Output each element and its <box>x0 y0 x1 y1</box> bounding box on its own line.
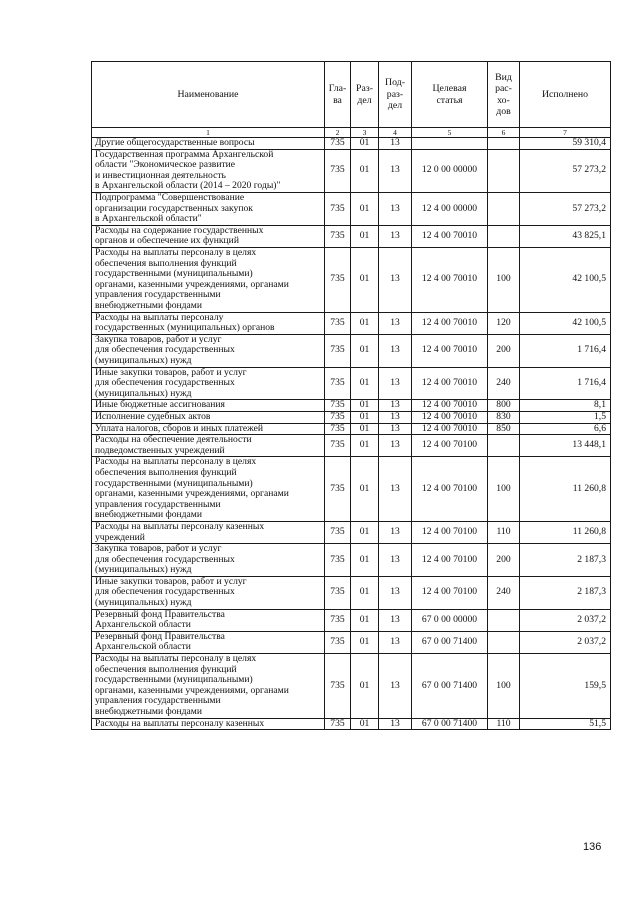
row-podrazdel: 13 <box>379 457 412 522</box>
header-target-line: статья <box>436 94 463 106</box>
row-name-line: подведомственных учреждений <box>95 444 225 456</box>
row-name-line: Расходы на содержание государственных <box>95 224 264 236</box>
row-razdel: 01 <box>351 192 379 225</box>
row-name-line: Расходы на обеспечение деятельности <box>95 434 252 446</box>
row-name-line: Другие общегосударственные вопросы <box>95 137 255 148</box>
row-executed: 2 037,2 <box>520 631 611 653</box>
row-name-line: управления государственными <box>95 695 221 707</box>
table-row <box>92 609 611 631</box>
row-name-line: Государственная программа Архангельской <box>95 148 274 160</box>
row-name-line: (муниципальных) нужд <box>95 564 192 576</box>
row-podrazdel: 13 <box>379 435 412 457</box>
row-name-line: (муниципальных) нужд <box>95 597 192 609</box>
row-expense-type <box>488 149 520 192</box>
row-glava: 735 <box>325 334 351 367</box>
row-target-article: 12 4 00 00000 <box>412 192 488 225</box>
row-target-article: 12 4 00 70100 <box>412 457 488 522</box>
row-executed: 57 273,2 <box>520 192 611 225</box>
row-name-line: государственных (муниципальных) органов <box>95 322 275 334</box>
header-vid-line: дов <box>496 106 511 117</box>
table-row <box>92 521 611 543</box>
row-executed: 42 100,5 <box>520 312 611 334</box>
row-name-line: для обеспечения государственных <box>95 377 235 389</box>
row-expense-type: 200 <box>488 334 520 367</box>
row-expense-type: 100 <box>488 654 520 719</box>
row-glava: 735 <box>325 149 351 192</box>
row-expense-type: 100 <box>488 457 520 522</box>
row-razdel: 01 <box>351 138 379 150</box>
header-glava-line: Гла- <box>328 83 347 94</box>
table-row <box>92 457 611 522</box>
row-target-article: 12 0 00 00000 <box>412 149 488 192</box>
row-name-line: Закупка товаров, работ и услуг <box>95 333 222 345</box>
row-expense-type <box>488 435 520 457</box>
row-expense-type: 850 <box>488 423 520 435</box>
table-row <box>92 334 611 367</box>
row-expense-type <box>488 225 520 247</box>
table-row <box>92 192 611 225</box>
row-razdel: 01 <box>351 457 379 522</box>
row-expense-type: 800 <box>488 400 520 412</box>
header-glava <box>325 62 351 128</box>
row-glava: 735 <box>325 138 351 150</box>
row-executed: 13 448,1 <box>520 435 611 457</box>
row-executed: 51,5 <box>520 718 611 730</box>
row-name-line: Закупка товаров, работ и услуг <box>95 543 222 555</box>
row-razdel: 01 <box>351 521 379 543</box>
row-name-line: Расходы на выплаты персоналу <box>95 311 224 323</box>
column-number: 5 <box>412 128 488 138</box>
row-expense-type: 110 <box>488 718 520 730</box>
row-target-article: 12 4 00 70010 <box>412 225 488 247</box>
row-name <box>92 654 325 719</box>
row-razdel: 01 <box>351 609 379 631</box>
row-glava: 735 <box>325 423 351 435</box>
row-name-line: Исполнение судебных актов <box>95 410 211 422</box>
header-target-article <box>412 62 488 128</box>
row-name-line: обеспечения выполнения функций <box>95 257 237 269</box>
column-number: 1 <box>92 128 325 138</box>
row-name-line: для обеспечения государственных <box>95 344 235 356</box>
row-name-line: Расходы на выплаты персоналу в целях <box>95 653 257 665</box>
table-row <box>92 247 611 312</box>
page-number: 136 <box>583 841 602 853</box>
table-row <box>92 225 611 247</box>
row-executed: 2 037,2 <box>520 609 611 631</box>
row-podrazdel: 13 <box>379 400 412 412</box>
row-target-article <box>412 138 488 150</box>
row-razdel: 01 <box>351 654 379 719</box>
row-target-article: 12 4 00 70010 <box>412 367 488 400</box>
header-vid-line: рас- <box>495 83 512 94</box>
row-podrazdel: 13 <box>379 312 412 334</box>
row-name-line: обеспечения выполнения функций <box>95 663 237 675</box>
row-podrazdel: 13 <box>379 192 412 225</box>
row-name-line: управления государственными <box>95 498 221 510</box>
row-expense-type: 240 <box>488 576 520 609</box>
header-podrazdel-line: раз- <box>386 88 404 100</box>
row-podrazdel: 13 <box>379 521 412 543</box>
table-row <box>92 312 611 334</box>
row-podrazdel: 13 <box>379 718 412 730</box>
row-executed: 43 825,1 <box>520 225 611 247</box>
row-name-line: Архангельской области <box>95 641 191 653</box>
table-row <box>92 138 611 150</box>
table-row <box>92 400 611 412</box>
table-row <box>92 411 611 423</box>
row-name-line: Иные бюджетные ассигнования <box>95 399 225 411</box>
row-target-article: 12 4 00 70100 <box>412 544 488 577</box>
header-glava-line: ва <box>333 94 342 106</box>
table-row <box>92 423 611 435</box>
table-row <box>92 718 611 730</box>
row-name-line: органов и обеспечение их функций <box>95 235 239 247</box>
column-number: 4 <box>379 128 412 138</box>
row-target-article: 12 4 00 70010 <box>412 423 488 435</box>
header-executed: Исполнено <box>520 62 611 128</box>
row-glava: 735 <box>325 631 351 653</box>
row-razdel: 01 <box>351 225 379 247</box>
row-expense-type: 110 <box>488 521 520 543</box>
row-expense-type <box>488 609 520 631</box>
row-executed: 6,6 <box>520 423 611 435</box>
row-podrazdel: 13 <box>379 609 412 631</box>
table-row <box>92 149 611 192</box>
row-glava: 735 <box>325 654 351 719</box>
column-number: 3 <box>351 128 379 138</box>
header-vid-line: хо- <box>497 94 510 106</box>
row-razdel: 01 <box>351 312 379 334</box>
row-glava: 735 <box>325 192 351 225</box>
row-target-article: 12 4 00 70010 <box>412 400 488 412</box>
row-name-line: Иные закупки товаров, работ и услуг <box>95 575 247 587</box>
row-expense-type: 240 <box>488 367 520 400</box>
row-glava: 735 <box>325 312 351 334</box>
row-razdel: 01 <box>351 247 379 312</box>
row-executed: 159,5 <box>520 654 611 719</box>
column-number: 7 <box>520 128 611 138</box>
row-name-line: Иные закупки товаров, работ и услуг <box>95 366 247 378</box>
column-number: 6 <box>488 128 520 138</box>
row-expense-type: 200 <box>488 544 520 577</box>
row-executed: 8,1 <box>520 400 611 412</box>
row-name <box>92 192 325 225</box>
row-executed: 11 260,8 <box>520 457 611 522</box>
row-podrazdel: 13 <box>379 138 412 150</box>
row-name-line: органами, казенными учреждениями, органами <box>95 278 289 290</box>
row-glava: 735 <box>325 411 351 423</box>
row-name <box>92 544 325 577</box>
row-podrazdel: 13 <box>379 149 412 192</box>
row-podrazdel: 13 <box>379 654 412 719</box>
row-razdel: 01 <box>351 576 379 609</box>
row-podrazdel: 13 <box>379 247 412 312</box>
row-name <box>92 457 325 522</box>
row-executed: 2 187,3 <box>520 576 611 609</box>
row-name-line: Резервный фонд Правительства <box>95 608 225 620</box>
row-expense-type: 100 <box>488 247 520 312</box>
column-number-row <box>92 128 611 138</box>
header-expense-type <box>488 62 520 128</box>
header-name: Наименование <box>92 62 325 128</box>
row-executed: 42 100,5 <box>520 247 611 312</box>
header-razdel-line: Раз- <box>356 83 373 94</box>
row-glava: 735 <box>325 718 351 730</box>
row-target-article: 12 4 00 70010 <box>412 312 488 334</box>
row-name <box>92 435 325 457</box>
row-glava: 735 <box>325 521 351 543</box>
row-name-line: государственными (муниципальными) <box>95 674 253 686</box>
row-executed: 11 260,8 <box>520 521 611 543</box>
row-glava: 735 <box>325 367 351 400</box>
row-podrazdel: 13 <box>379 576 412 609</box>
row-podrazdel: 13 <box>379 411 412 423</box>
row-name-line: в Архангельской области" <box>95 213 202 225</box>
row-name <box>92 400 325 412</box>
row-razdel: 01 <box>351 149 379 192</box>
column-number: 2 <box>325 128 351 138</box>
header-row <box>92 62 611 128</box>
row-name <box>92 247 325 312</box>
row-expense-type <box>488 192 520 225</box>
row-name-line: Расходы на выплаты персоналу в целях <box>95 246 257 258</box>
row-executed: 1 716,4 <box>520 334 611 367</box>
row-target-article: 67 0 00 71400 <box>412 631 488 653</box>
row-name-line: области "Экономическое развитие <box>95 159 236 171</box>
row-razdel: 01 <box>351 423 379 435</box>
row-target-article: 12 4 00 70010 <box>412 411 488 423</box>
row-name-line: внебюджетными фондами <box>95 299 202 311</box>
row-glava: 735 <box>325 576 351 609</box>
row-name <box>92 149 325 192</box>
row-name-line: Расходы на выплаты персоналу в целях <box>95 456 257 468</box>
row-name-line: Архангельской области <box>95 619 191 631</box>
row-name <box>92 576 325 609</box>
header-podrazdel-line: Под- <box>385 77 405 89</box>
row-razdel: 01 <box>351 400 379 412</box>
table-row <box>92 544 611 577</box>
row-target-article: 12 4 00 70010 <box>412 247 488 312</box>
row-name-line: государственными (муниципальными) <box>95 477 253 489</box>
row-name-line: органами, казенными учреждениями, органами <box>95 684 289 696</box>
row-glava: 735 <box>325 247 351 312</box>
row-target-article: 12 4 00 70100 <box>412 521 488 543</box>
row-name-line: обеспечения выполнения функций <box>95 466 237 478</box>
row-name-line: для обеспечения государственных <box>95 553 235 565</box>
row-glava: 735 <box>325 435 351 457</box>
row-name-line: государственными (муниципальными) <box>95 268 253 280</box>
row-glava: 735 <box>325 609 351 631</box>
row-name <box>92 609 325 631</box>
row-name <box>92 334 325 367</box>
table-row <box>92 576 611 609</box>
budget-execution-table <box>91 61 611 730</box>
row-name-line: Резервный фонд Правительства <box>95 630 225 642</box>
row-glava: 735 <box>325 457 351 522</box>
row-razdel: 01 <box>351 435 379 457</box>
row-name <box>92 631 325 653</box>
row-target-article: 67 0 00 71400 <box>412 654 488 719</box>
row-executed: 1 716,4 <box>520 367 611 400</box>
row-name-line: учреждений <box>95 531 145 543</box>
row-razdel: 01 <box>351 544 379 577</box>
row-razdel: 01 <box>351 718 379 730</box>
row-podrazdel: 13 <box>379 225 412 247</box>
row-name-line: управления государственными <box>95 289 221 301</box>
row-expense-type <box>488 138 520 150</box>
row-target-article: 12 4 00 70010 <box>412 334 488 367</box>
header-target-line: Целевая <box>432 83 467 94</box>
row-name-line: органами, казенными учреждениями, органами <box>95 488 289 500</box>
row-podrazdel: 13 <box>379 334 412 367</box>
row-glava: 735 <box>325 400 351 412</box>
table-row <box>92 367 611 400</box>
table-row <box>92 654 611 719</box>
header-podrazdel-line: дел <box>387 100 403 112</box>
row-executed: 2 187,3 <box>520 544 611 577</box>
row-name-line: и инвестиционная деятельность <box>95 169 226 181</box>
row-name-line: в Архангельской области (2014 – 2020 годы)" <box>95 180 281 192</box>
row-razdel: 01 <box>351 367 379 400</box>
table-row <box>92 435 611 457</box>
row-name <box>92 411 325 423</box>
row-podrazdel: 13 <box>379 423 412 435</box>
header-razdel-line: дел <box>357 94 372 106</box>
row-executed: 1,5 <box>520 411 611 423</box>
row-name <box>92 367 325 400</box>
row-glava: 735 <box>325 225 351 247</box>
row-name-line: организации государственных закупок <box>95 202 253 214</box>
row-target-article: 67 0 00 00000 <box>412 609 488 631</box>
row-name <box>92 312 325 334</box>
row-name-line: внебюджетными фондами <box>95 509 202 521</box>
row-name-line: Расходы на выплаты персоналу казенных <box>95 717 265 729</box>
row-podrazdel: 13 <box>379 367 412 400</box>
row-target-article: 12 4 00 70100 <box>412 435 488 457</box>
row-name-line: (муниципальных) нужд <box>95 387 192 399</box>
row-name-line: Расходы на выплаты персоналу казенных <box>95 520 265 532</box>
table-row <box>92 631 611 653</box>
row-razdel: 01 <box>351 631 379 653</box>
row-razdel: 01 <box>351 334 379 367</box>
row-name <box>92 138 325 150</box>
header-vid-line: Вид <box>495 71 512 83</box>
row-podrazdel: 13 <box>379 631 412 653</box>
row-name <box>92 423 325 435</box>
row-name-line: Уплата налогов, сборов и иных платежей <box>95 422 264 434</box>
row-name <box>92 718 325 730</box>
row-razdel: 01 <box>351 411 379 423</box>
row-expense-type: 830 <box>488 411 520 423</box>
row-name-line: (муниципальных) нужд <box>95 354 192 366</box>
row-target-article: 12 4 00 70100 <box>412 576 488 609</box>
row-expense-type <box>488 631 520 653</box>
row-name <box>92 225 325 247</box>
row-name-line: Подпрограмма "Совершенствование <box>95 191 245 203</box>
row-target-article: 67 0 00 71400 <box>412 718 488 730</box>
header-podrazdel <box>379 62 412 128</box>
row-executed: 59 310,4 <box>520 138 611 150</box>
row-name-line: для обеспечения государственных <box>95 586 235 598</box>
header-razdel <box>351 62 379 128</box>
row-executed: 57 273,2 <box>520 149 611 192</box>
row-name <box>92 521 325 543</box>
row-name-line: внебюджетными фондами <box>95 706 202 718</box>
table-body <box>92 128 611 730</box>
row-glava: 735 <box>325 544 351 577</box>
row-expense-type: 120 <box>488 312 520 334</box>
row-podrazdel: 13 <box>379 544 412 577</box>
